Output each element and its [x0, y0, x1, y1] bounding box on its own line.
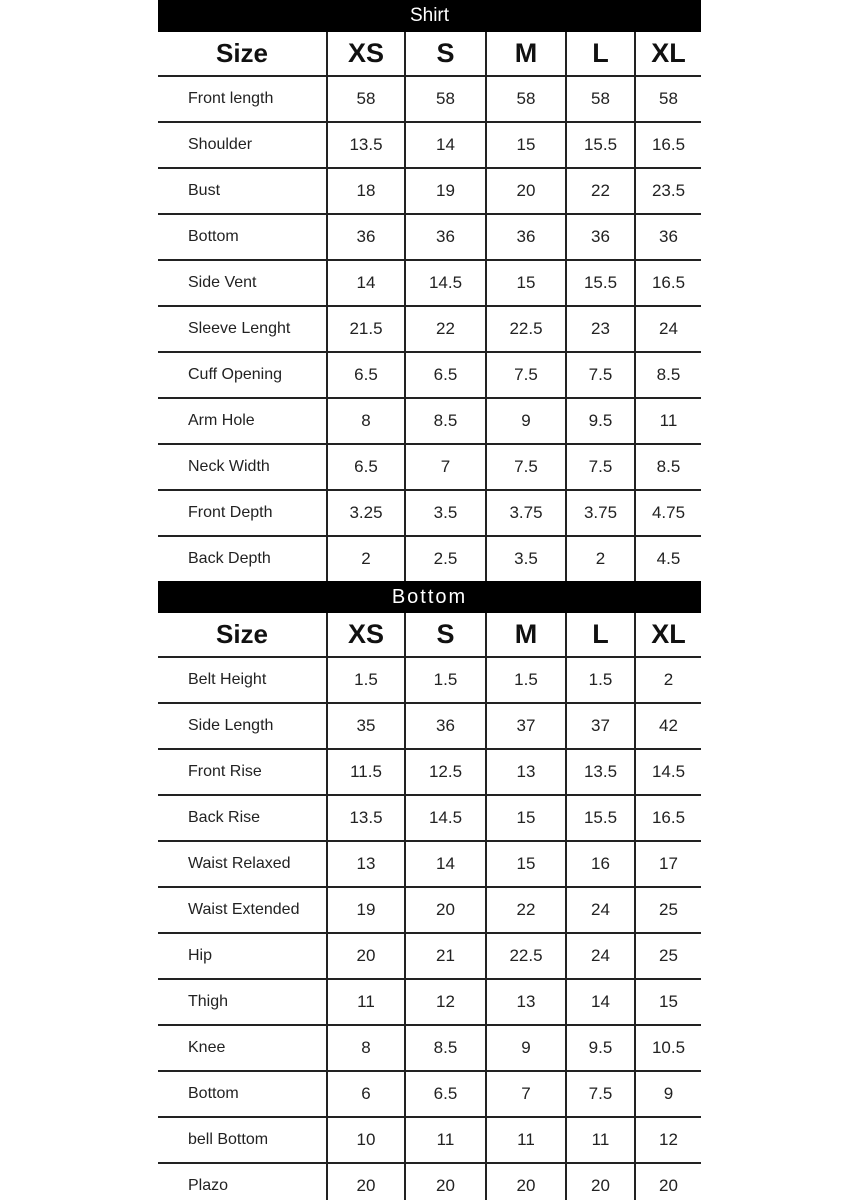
bottom-measurement-label: Thigh [158, 979, 327, 1025]
bottom-measurement-label: Back Rise [158, 795, 327, 841]
bottom-measurement-value: 15 [486, 795, 566, 841]
bottom-measurement-value: 20 [405, 887, 486, 933]
bottom-measurement-value: 20 [566, 1163, 635, 1200]
shirt-measurement-value: 58 [566, 76, 635, 122]
shirt-measurement-value: 16.5 [635, 260, 701, 306]
shirt-measurement-value: 22 [566, 168, 635, 214]
bottom-measurement-row [158, 657, 701, 703]
bottom-measurement-value: 9 [635, 1071, 701, 1117]
bottom-measurement-label: Bottom [158, 1071, 327, 1117]
bottom-measurement-value: 16.5 [635, 795, 701, 841]
shirt-size-l: L [566, 32, 635, 76]
shirt-measurement-label: Bust [158, 168, 327, 214]
bottom-measurement-value: 12 [635, 1117, 701, 1163]
bottom-measurement-value: 1.5 [405, 657, 486, 703]
bottom-measurement-value: 17 [635, 841, 701, 887]
shirt-measurement-row [158, 444, 701, 490]
bottom-measurement-row [158, 749, 701, 795]
bottom-measurement-value: 16 [566, 841, 635, 887]
shirt-measurement-label: Sleeve Lenght [158, 306, 327, 352]
shirt-measurement-value: 58 [327, 76, 405, 122]
shirt-measurement-value: 8.5 [405, 398, 486, 444]
shirt-measurement-value: 7 [405, 444, 486, 490]
bottom-measurement-value: 11 [566, 1117, 635, 1163]
bottom-measurement-label: bell Bottom [158, 1117, 327, 1163]
shirt-measurement-value: 23.5 [635, 168, 701, 214]
shirt-measurement-label: Arm Hole [158, 398, 327, 444]
bottom-measurement-value: 8 [327, 1025, 405, 1071]
bottom-measurement-value: 22.5 [486, 933, 566, 979]
bottom-section-title: Bottom [158, 581, 701, 613]
shirt-measurement-value: 8 [327, 398, 405, 444]
bottom-measurement-label: Front Rise [158, 749, 327, 795]
shirt-measurement-value: 7.5 [566, 352, 635, 398]
shirt-measurement-value: 3.5 [405, 490, 486, 536]
bottom-size-header: Size [158, 613, 327, 657]
bottom-measurement-value: 13 [486, 979, 566, 1025]
shirt-measurement-value: 11 [635, 398, 701, 444]
bottom-measurement-value: 22 [486, 887, 566, 933]
shirt-measurement-value: 3.75 [566, 490, 635, 536]
bottom-measurement-value: 14.5 [405, 795, 486, 841]
bottom-measurement-value: 20 [327, 1163, 405, 1200]
bottom-measurement-value: 10.5 [635, 1025, 701, 1071]
bottom-size-m: M [486, 613, 566, 657]
bottom-measurement-value: 13 [486, 749, 566, 795]
shirt-measurement-label: Side Vent [158, 260, 327, 306]
shirt-measurement-value: 58 [405, 76, 486, 122]
bottom-measurement-value: 36 [405, 703, 486, 749]
bottom-measurement-row [158, 887, 701, 933]
bottom-measurement-value: 14 [405, 841, 486, 887]
shirt-measurement-value: 4.5 [635, 536, 701, 581]
shirt-size-header: Size [158, 32, 327, 76]
bottom-measurement-value: 11.5 [327, 749, 405, 795]
bottom-measurement-value: 9.5 [566, 1025, 635, 1071]
shirt-measurement-label: Bottom [158, 214, 327, 260]
shirt-measurement-row [158, 122, 701, 168]
shirt-measurement-label: Front Depth [158, 490, 327, 536]
bottom-measurement-value: 1.5 [327, 657, 405, 703]
bottom-measurement-label: Waist Relaxed [158, 841, 327, 887]
shirt-section-title: Shirt [158, 0, 701, 32]
shirt-measurement-value: 2 [566, 536, 635, 581]
shirt-measurement-value: 19 [405, 168, 486, 214]
bottom-measurement-row [158, 795, 701, 841]
bottom-size-s: S [405, 613, 486, 657]
bottom-measurement-label: Knee [158, 1025, 327, 1071]
bottom-measurement-value: 37 [486, 703, 566, 749]
size-chart [158, 0, 701, 1200]
bottom-measurement-value: 20 [486, 1163, 566, 1200]
shirt-measurement-value: 7.5 [486, 352, 566, 398]
bottom-measurement-value: 10 [327, 1117, 405, 1163]
bottom-measurement-value: 14.5 [635, 749, 701, 795]
bottom-measurement-value: 13.5 [566, 749, 635, 795]
shirt-measurement-value: 22 [405, 306, 486, 352]
shirt-measurement-value: 14 [405, 122, 486, 168]
shirt-measurement-value: 13.5 [327, 122, 405, 168]
shirt-measurement-label: Cuff Opening [158, 352, 327, 398]
shirt-measurement-value: 3.25 [327, 490, 405, 536]
shirt-measurement-value: 2.5 [405, 536, 486, 581]
shirt-measurement-value: 15 [486, 122, 566, 168]
shirt-size-s: S [405, 32, 486, 76]
bottom-measurement-value: 7.5 [566, 1071, 635, 1117]
shirt-measurement-label: Back Depth [188, 550, 271, 567]
shirt-size-xl: XL [635, 32, 701, 76]
bottom-measurement-value: 24 [566, 887, 635, 933]
shirt-size-m: M [486, 32, 566, 76]
bottom-measurement-value: 13.5 [327, 795, 405, 841]
bottom-measurement-row [158, 703, 701, 749]
shirt-measurement-value: 3.5 [486, 536, 566, 581]
bottom-measurement-value: 15 [486, 841, 566, 887]
bottom-measurement-value: 24 [566, 933, 635, 979]
shirt-measurement-value: 8.5 [635, 352, 701, 398]
shirt-measurement-row [158, 76, 701, 122]
shirt-measurement-value: 14.5 [405, 260, 486, 306]
bottom-measurement-value: 11 [327, 979, 405, 1025]
bottom-measurement-label: Side Length [158, 703, 327, 749]
bottom-measurement-value: 14 [566, 979, 635, 1025]
shirt-measurement-value: 23 [566, 306, 635, 352]
bottom-size-l: L [566, 613, 635, 657]
shirt-measurement-label: Front length [158, 76, 327, 122]
shirt-measurement-row [158, 398, 701, 444]
bottom-measurement-value: 11 [405, 1117, 486, 1163]
shirt-measurement-value: 9.5 [566, 398, 635, 444]
shirt-measurement-label: Shoulder [158, 122, 327, 168]
bottom-size-xs: XS [327, 613, 405, 657]
shirt-measurement-value: 15 [486, 260, 566, 306]
bottom-measurement-value: 20 [327, 933, 405, 979]
shirt-measurement-value: 14 [327, 260, 405, 306]
shirt-measurement-row [158, 352, 701, 398]
bottom-measurement-value: 20 [635, 1163, 701, 1200]
bottom-size-xl: XL [635, 613, 701, 657]
shirt-measurement-value: 15.5 [566, 260, 635, 306]
shirt-measurement-value: 20 [486, 168, 566, 214]
bottom-measurement-value: 6.5 [405, 1071, 486, 1117]
bottom-measurement-value: 21 [405, 933, 486, 979]
bottom-measurement-row [158, 1117, 701, 1163]
shirt-measurement-value: 2 [327, 536, 405, 581]
bottom-measurement-value: 6 [327, 1071, 405, 1117]
bottom-measurement-value: 13 [327, 841, 405, 887]
shirt-measurement-value: 58 [635, 76, 701, 122]
shirt-measurement-value: 36 [405, 214, 486, 260]
shirt-measurement-row [158, 214, 701, 260]
shirt-measurement-value: 7.5 [486, 444, 566, 490]
bottom-measurement-row [158, 1071, 701, 1117]
bottom-measurement-row [158, 841, 701, 887]
shirt-measurement-value: 6.5 [327, 352, 405, 398]
bottom-measurement-value: 9 [486, 1025, 566, 1071]
bottom-measurement-label: Plazo [188, 1177, 229, 1194]
shirt-measurement-row [158, 260, 701, 306]
shirt-measurement-value: 36 [486, 214, 566, 260]
shirt-measurement-value: 15.5 [566, 122, 635, 168]
bottom-measurement-label: Waist Extended [158, 887, 327, 933]
bottom-header-row [158, 613, 701, 657]
bottom-measurement-value: 12 [405, 979, 486, 1025]
bottom-measurement-value: 25 [635, 933, 701, 979]
shirt-measurement-value: 16.5 [635, 122, 701, 168]
bottom-measurement-row [158, 1025, 701, 1071]
shirt-measurement-value: 22.5 [486, 306, 566, 352]
bottom-measurement-value: 12.5 [405, 749, 486, 795]
bottom-measurement-value: 35 [327, 703, 405, 749]
shirt-measurement-value: 8.5 [635, 444, 701, 490]
shirt-measurement-value: 7.5 [566, 444, 635, 490]
shirt-measurement-value: 18 [327, 168, 405, 214]
bottom-measurement-value: 2 [635, 657, 701, 703]
shirt-measurement-value: 24 [635, 306, 701, 352]
shirt-size-table [158, 32, 701, 581]
bottom-measurement-value: 37 [566, 703, 635, 749]
shirt-measurement-value: 6.5 [405, 352, 486, 398]
shirt-measurement-value: 58 [486, 76, 566, 122]
bottom-size-table [158, 613, 701, 1200]
shirt-header-row [158, 32, 701, 76]
shirt-measurement-value: 21.5 [327, 306, 405, 352]
bottom-measurement-value: 15.5 [566, 795, 635, 841]
bottom-measurement-value: 7 [486, 1071, 566, 1117]
shirt-measurement-row [158, 536, 701, 581]
shirt-measurement-value: 36 [566, 214, 635, 260]
shirt-measurement-row [158, 168, 701, 214]
shirt-measurement-value: 3.75 [486, 490, 566, 536]
bottom-measurement-label: Belt Height [158, 657, 327, 703]
bottom-measurement-value: 8.5 [405, 1025, 486, 1071]
shirt-measurement-value: 6.5 [327, 444, 405, 490]
bottom-measurement-value: 1.5 [566, 657, 635, 703]
shirt-measurement-value: 36 [327, 214, 405, 260]
bottom-measurement-value: 1.5 [486, 657, 566, 703]
bottom-measurement-row [158, 933, 701, 979]
shirt-measurement-row [158, 306, 701, 352]
bottom-measurement-value: 15 [635, 979, 701, 1025]
bottom-measurement-value: 25 [635, 887, 701, 933]
bottom-measurement-value: 11 [486, 1117, 566, 1163]
bottom-measurement-value: 19 [327, 887, 405, 933]
bottom-measurement-row [158, 979, 701, 1025]
shirt-measurement-value: 36 [635, 214, 701, 260]
shirt-measurement-value: 4.75 [635, 490, 701, 536]
bottom-measurement-value: 42 [635, 703, 701, 749]
bottom-measurement-row [158, 1163, 701, 1200]
bottom-measurement-label: Hip [158, 933, 327, 979]
shirt-measurement-value: 9 [486, 398, 566, 444]
bottom-measurement-value: 20 [405, 1163, 486, 1200]
shirt-measurement-label: Neck Width [158, 444, 327, 490]
shirt-measurement-row [158, 490, 701, 536]
shirt-size-xs: XS [327, 32, 405, 76]
